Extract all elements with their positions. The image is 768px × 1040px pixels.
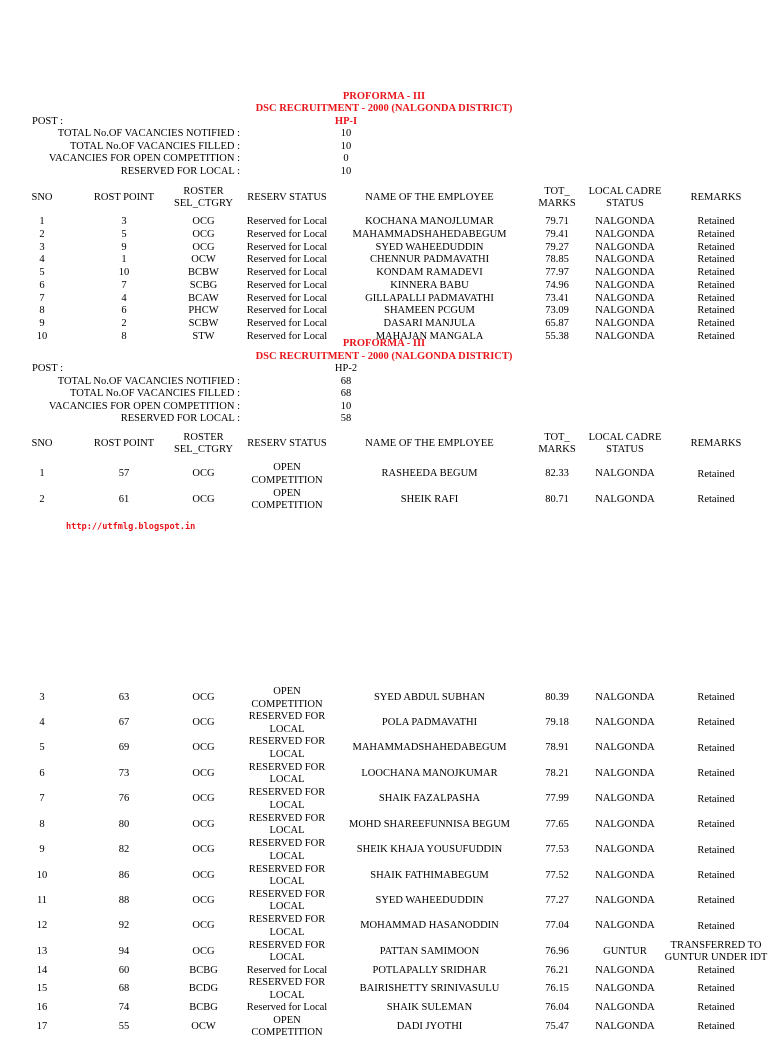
rost-point-cell: 74 — [118, 1002, 130, 1014]
table-header-row — [0, 426, 768, 462]
reserv-status-cell: OPEN COMPETITION — [251, 487, 323, 512]
vacancies-notified-label-2: TOTAL No.OF VACANCIES NOTIFIED : — [57, 376, 240, 387]
reserv-status-cell: RESERVED FOR LOCAL — [248, 787, 326, 811]
proforma-title-2: PROFORMA - III — [342, 338, 426, 349]
remarks-cell: Retained — [697, 292, 735, 304]
header-remarks: REMARKS — [690, 437, 742, 449]
local-cadre-cell: NALGONDA — [595, 869, 655, 881]
roster-category-cell: OCG — [192, 767, 215, 779]
remarks-cell: Retained — [697, 228, 735, 240]
table-row — [0, 787, 768, 813]
table-row — [0, 293, 768, 306]
sno-cell: 13 — [36, 945, 48, 957]
reserv-status-cell: Reserved for Local — [246, 330, 328, 342]
employee-name-cell: RASHEEDA BEGUM — [381, 468, 478, 480]
remarks-cell: Retained — [697, 305, 735, 317]
employee-name-cell: SHEIK RAFI — [400, 493, 459, 505]
table-row — [0, 216, 768, 229]
header-local-cadre: LOCAL CADRE STATUS — [588, 431, 662, 455]
remarks-cell: TRANSFERRED TO GUNTUR UNDER IDT — [664, 939, 768, 963]
total-marks-cell: 80.39 — [545, 692, 569, 704]
reserv-status-cell: OPEN COMPETITION — [251, 686, 323, 710]
employee-name-cell: BAIRISHETTY SRINIVASULU — [359, 983, 500, 995]
rost-point-cell: 3 — [121, 216, 127, 228]
table-row — [0, 736, 768, 762]
rost-point-cell: 69 — [118, 742, 130, 754]
rost-point-cell: 73 — [118, 767, 130, 779]
sno-cell: 6 — [39, 767, 45, 779]
roster-category-cell: STW — [192, 330, 215, 342]
local-cadre-cell: NALGONDA — [595, 267, 655, 279]
table-row — [0, 1002, 768, 1015]
table-row — [0, 977, 768, 1002]
remarks-cell: Retained — [697, 964, 735, 976]
total-marks-cell: 79.18 — [545, 717, 569, 729]
table-row — [0, 914, 768, 940]
sno-cell: 3 — [39, 692, 45, 704]
reserv-status-cell: RESERVED FOR LOCAL — [248, 939, 326, 963]
local-cadre-cell: NALGONDA — [595, 692, 655, 704]
remarks-cell: Retained — [697, 920, 735, 932]
blog-link[interactable]: http://utfmlg.blogspot.in — [66, 522, 196, 532]
local-cadre-cell: NALGONDA — [595, 241, 655, 253]
header-reserv-status: RESERV STATUS — [247, 437, 327, 449]
table-row — [0, 711, 768, 736]
total-marks-cell: 77.53 — [545, 844, 569, 856]
table-row — [0, 889, 768, 915]
rost-point-cell: 63 — [118, 692, 130, 704]
table-row — [0, 462, 768, 488]
open-competition-label-2: VACANCIES FOR OPEN COMPETITION : — [48, 401, 240, 412]
rost-point-cell: 76 — [118, 793, 130, 805]
local-cadre-cell: NALGONDA — [595, 292, 655, 304]
post-label-2: POST : — [32, 363, 64, 374]
sno-cell: 7 — [39, 292, 45, 304]
local-cadre-cell: NALGONDA — [595, 305, 655, 317]
header-roster-category: ROSTER SEL_CTGRY — [174, 431, 233, 455]
rost-point-cell: 92 — [118, 920, 130, 932]
rost-point-cell: 60 — [118, 964, 130, 976]
rost-point-cell: 55 — [118, 1021, 130, 1033]
employee-name-cell: POLA PADMAVATHI — [381, 717, 478, 729]
employee-name-cell: SHAMEEN PCGUM — [384, 305, 475, 317]
total-marks-cell: 77.52 — [545, 869, 569, 881]
remarks-cell: Retained — [697, 241, 735, 253]
reserv-status-cell: RESERVED FOR LOCAL — [248, 888, 326, 913]
rost-point-cell: 80 — [118, 818, 130, 830]
remarks-cell: Retained — [697, 819, 735, 830]
local-cadre-cell: NALGONDA — [595, 318, 655, 330]
local-cadre-cell: NALGONDA — [595, 964, 655, 976]
reserv-status-cell: Reserved for Local — [246, 964, 328, 976]
employee-table-hp2-continued — [0, 686, 768, 1040]
employee-name-cell: MOHD SHAREEFUNNISA BEGUM — [348, 818, 511, 830]
rost-point-cell: 82 — [118, 844, 130, 856]
rost-point-cell: 86 — [118, 869, 130, 881]
table-row — [0, 318, 768, 331]
remarks-cell: Retained — [697, 844, 735, 856]
rost-point-cell: 61 — [118, 493, 130, 505]
remarks-cell: Retained — [697, 1021, 735, 1033]
remarks-cell: Retained — [697, 793, 735, 805]
roster-category-cell: BCDG — [188, 983, 219, 995]
header-roster-category: ROSTER SEL_CTGRY — [174, 185, 233, 209]
sno-cell: 4 — [39, 254, 45, 266]
rost-point-cell: 94 — [118, 945, 130, 957]
employee-name-cell: MAHAMMADSHAHEDABEGUM — [352, 742, 507, 754]
local-cadre-cell: NALGONDA — [595, 742, 655, 754]
reserv-status-cell: RESERVED FOR LOCAL — [248, 711, 326, 735]
local-cadre-cell: NALGONDA — [595, 1021, 655, 1033]
vacancies-filled-label-2: TOTAL No.OF VACANCIES FILLED : — [70, 388, 240, 399]
total-marks-cell: 77.27 — [545, 894, 569, 906]
table-row — [0, 280, 768, 293]
roster-category-cell: OCG — [192, 717, 215, 729]
total-marks-cell: 65.87 — [545, 318, 569, 330]
roster-category-cell: OCW — [191, 254, 216, 266]
rost-point-cell: 68 — [118, 983, 130, 995]
total-marks-cell: 75.47 — [545, 1021, 569, 1033]
table-row — [0, 305, 768, 318]
employee-name-cell: SYED WAHEEDUDDIN — [375, 241, 484, 253]
reserv-status-cell: Reserved for Local — [246, 241, 328, 253]
reserv-status-cell: Reserved for Local — [246, 279, 328, 291]
employee-name-cell: PATTAN SAMIMOON — [379, 945, 480, 957]
local-cadre-cell: NALGONDA — [595, 767, 655, 779]
vacancies-filled-label: TOTAL No.OF VACANCIES FILLED : — [70, 141, 240, 152]
remarks-cell: Retained — [697, 216, 735, 228]
remarks-cell: Retained — [697, 1002, 735, 1014]
header-rost-point: ROST POINT — [93, 191, 155, 203]
sno-cell: 9 — [39, 844, 45, 856]
sno-cell: 16 — [36, 1002, 48, 1014]
roster-category-cell: OCG — [192, 894, 215, 906]
employee-name-cell: LOOCHANA MANOJKUMAR — [361, 767, 498, 779]
employee-name-cell: KINNERA BABU — [390, 279, 469, 291]
sno-cell: 10 — [36, 869, 48, 881]
local-cadre-cell: NALGONDA — [595, 717, 655, 729]
table-row — [0, 1015, 768, 1040]
employee-table-hp1 — [0, 180, 768, 344]
local-cadre-cell: NALGONDA — [595, 330, 655, 342]
total-marks-cell: 78.85 — [545, 254, 569, 266]
reserv-status-cell: Reserved for Local — [246, 292, 328, 304]
rost-point-cell: 4 — [121, 292, 127, 304]
sno-cell: 8 — [39, 305, 45, 317]
remarks-cell: Retained — [697, 869, 735, 881]
sno-cell: 4 — [39, 717, 45, 729]
table-row — [0, 965, 768, 978]
employee-name-cell: SHAIK SULEMAN — [386, 1002, 473, 1014]
sno-cell: 6 — [39, 279, 45, 291]
recruitment-title: DSC RECRUITMENT - 2000 (NALGONDA DISTRICT) — [255, 103, 513, 114]
local-cadre-cell: NALGONDA — [595, 818, 655, 830]
remarks-cell: Retained — [697, 279, 735, 291]
reserved-local-label-2: RESERVED FOR LOCAL : — [120, 413, 240, 424]
sno-cell: 7 — [39, 793, 45, 805]
sno-cell: 12 — [36, 920, 48, 932]
total-marks-cell: 55.38 — [545, 330, 569, 342]
local-cadre-cell: NALGONDA — [595, 254, 655, 266]
reserv-status-cell: Reserved for Local — [246, 254, 328, 266]
remarks-cell: Retained — [697, 895, 735, 906]
employee-name-cell: KONDAM RAMADEVI — [376, 267, 483, 279]
local-cadre-cell: NALGONDA — [595, 1002, 655, 1014]
roster-category-cell: OCG — [192, 869, 215, 881]
table-row — [0, 762, 768, 788]
employee-name-cell: SHAIK FATHIMABEGUM — [370, 869, 489, 881]
remarks-cell: Retained — [697, 692, 735, 704]
roster-category-cell: SCBW — [188, 318, 219, 330]
reserv-status-cell: RESERVED FOR LOCAL — [248, 863, 326, 887]
roster-category-cell: BCBG — [189, 1002, 218, 1014]
sno-cell: 1 — [39, 216, 45, 228]
employee-name-cell: SHAIK FAZALPASHA — [378, 793, 481, 805]
open-competition-label: VACANCIES FOR OPEN COMPETITION : — [48, 153, 240, 164]
sno-cell: 15 — [36, 983, 48, 995]
reserv-status-cell: OPEN COMPETITION — [251, 1014, 323, 1039]
reserv-status-cell: RESERVED FOR LOCAL — [248, 977, 326, 1001]
remarks-cell: Retained — [697, 742, 735, 754]
total-marks-cell: 76.21 — [545, 964, 569, 976]
table-header-row — [0, 180, 768, 216]
total-marks-cell: 76.15 — [545, 983, 569, 995]
roster-category-cell: OCG — [192, 216, 215, 228]
table-row — [0, 813, 768, 839]
roster-category-cell: BCBW — [188, 267, 219, 279]
remarks-cell: Retained — [697, 254, 735, 266]
reserv-status-cell: Reserved for Local — [246, 318, 328, 330]
employee-name-cell: CHENNUR PADMAVATHI — [369, 254, 490, 266]
employee-name-cell: DADI JYOTHI — [396, 1021, 463, 1033]
reserv-status-cell: Reserved for Local — [246, 267, 328, 279]
header-employee-name: NAME OF THE EMPLOYEE — [365, 437, 494, 449]
sno-cell: 11 — [36, 894, 48, 906]
local-cadre-cell: NALGONDA — [595, 493, 655, 505]
local-cadre-cell: NALGONDA — [595, 279, 655, 291]
employee-name-cell: SHEIK KHAJA YOUSUFUDDIN — [356, 844, 503, 856]
reserv-status-cell: Reserved for Local — [246, 228, 328, 240]
rost-point-cell: 8 — [121, 330, 127, 342]
vacancies-notified-label: TOTAL No.OF VACANCIES NOTIFIED : — [57, 128, 240, 139]
rost-point-cell: 7 — [121, 279, 127, 291]
sno-cell: 5 — [39, 267, 45, 279]
table-row — [0, 242, 768, 255]
sno-cell: 10 — [36, 330, 48, 342]
reserv-status-cell: Reserved for Local — [246, 1002, 328, 1014]
sno-cell: 5 — [39, 742, 45, 754]
sno-cell: 17 — [36, 1021, 48, 1033]
recruitment-title-2: DSC RECRUITMENT - 2000 (NALGONDA DISTRICT) — [255, 351, 513, 362]
local-cadre-cell: NALGONDA — [595, 844, 655, 856]
total-marks-cell: 78.21 — [545, 767, 569, 779]
local-cadre-cell: NALGONDA — [595, 468, 655, 480]
roster-category-cell: OCG — [192, 818, 215, 830]
local-cadre-cell: NALGONDA — [595, 793, 655, 805]
roster-category-cell: OCW — [191, 1021, 216, 1033]
local-cadre-cell: NALGONDA — [595, 920, 655, 932]
total-marks-cell: 73.09 — [545, 305, 569, 317]
sno-cell: 3 — [39, 241, 45, 253]
local-cadre-cell: NALGONDA — [595, 983, 655, 995]
sno-cell: 8 — [39, 818, 45, 830]
post-label: POST : — [32, 116, 64, 127]
total-marks-cell: 77.97 — [545, 267, 569, 279]
table-row — [0, 838, 768, 864]
total-marks-cell: 79.71 — [545, 216, 569, 228]
employee-name-cell: KOCHANA MANOJLUMAR — [365, 216, 494, 228]
header-local-cadre: LOCAL CADRE STATUS — [588, 185, 662, 209]
roster-category-cell: PHCW — [188, 305, 219, 317]
header-employee-name: NAME OF THE EMPLOYEE — [365, 191, 494, 203]
reserv-status-cell: Reserved for Local — [246, 216, 328, 228]
header-sno: SNO — [31, 437, 53, 449]
remarks-cell: Retained — [697, 717, 735, 729]
table-row — [0, 940, 768, 965]
roster-category-cell: OCG — [192, 742, 215, 754]
roster-category-cell: OCG — [192, 920, 215, 932]
total-marks-cell: 78.91 — [545, 742, 569, 754]
reserv-status-cell: Reserved for Local — [246, 305, 328, 317]
reserv-status-cell: RESERVED FOR LOCAL — [248, 736, 326, 760]
rost-point-cell: 67 — [118, 717, 130, 729]
roster-category-cell: OCG — [192, 241, 215, 253]
local-cadre-cell: NALGONDA — [595, 228, 655, 240]
rost-point-cell: 88 — [118, 894, 130, 906]
rost-point-cell: 2 — [121, 318, 127, 330]
table-row — [0, 254, 768, 267]
rost-point-cell: 5 — [121, 228, 127, 240]
sno-cell: 14 — [36, 964, 48, 976]
employee-name-cell: GILLAPALLI PADMAVATHI — [365, 292, 494, 304]
reserv-status-cell: RESERVED FOR LOCAL — [248, 914, 326, 938]
table-row — [0, 488, 768, 514]
roster-category-cell: BCAW — [188, 292, 219, 304]
reserv-status-cell: RESERVED FOR LOCAL — [248, 838, 326, 862]
remarks-cell: Retained — [697, 330, 735, 342]
reserv-status-cell: RESERVED FOR LOCAL — [248, 812, 326, 837]
header-total-marks: TOT_ MARKS — [538, 185, 576, 209]
header-sno: SNO — [31, 191, 53, 203]
rost-point-cell: 1 — [121, 254, 127, 266]
total-marks-cell: 73.41 — [545, 292, 569, 304]
employee-name-cell: DASARI MANJULA — [383, 318, 476, 330]
header-reserv-status: RESERV STATUS — [247, 191, 327, 203]
employee-name-cell: MAHAMMADSHAHEDABEGUM — [352, 228, 507, 240]
roster-category-cell: OCG — [192, 228, 215, 240]
header-total-marks: TOT_ MARKS — [538, 431, 576, 455]
roster-category-cell: SCBG — [189, 279, 218, 291]
roster-category-cell: OCG — [192, 844, 215, 856]
roster-category-cell: OCG — [192, 493, 215, 505]
employee-table-hp2 — [0, 426, 768, 513]
employee-name-cell: MAHAJAN MANGALA — [375, 330, 484, 342]
sno-cell: 2 — [39, 493, 45, 505]
rost-point-cell: 6 — [121, 305, 127, 317]
total-marks-cell: 79.27 — [545, 241, 569, 253]
total-marks-cell: 79.41 — [545, 228, 569, 240]
roster-category-cell: BCBG — [189, 964, 218, 976]
local-cadre-cell: GUNTUR — [603, 945, 647, 957]
rost-point-cell: 57 — [118, 468, 130, 480]
roster-category-cell: OCG — [192, 468, 215, 480]
sno-cell: 2 — [39, 228, 45, 240]
rost-point-cell: 9 — [121, 241, 127, 253]
total-marks-cell: 80.71 — [545, 493, 569, 505]
remarks-cell: Retained — [697, 494, 735, 505]
total-marks-cell: 77.65 — [545, 818, 569, 830]
roster-category-cell: OCG — [192, 692, 215, 704]
local-cadre-cell: NALGONDA — [595, 216, 655, 228]
remarks-cell: Retained — [697, 267, 735, 279]
total-marks-cell: 77.99 — [545, 793, 569, 805]
header-remarks: REMARKS — [690, 191, 742, 203]
total-marks-cell: 82.33 — [545, 468, 569, 480]
reserv-status-cell: OPEN COMPETITION — [251, 462, 323, 486]
employee-name-cell: POTLAPALLY SRIDHAR — [372, 964, 487, 976]
remarks-cell: Retained — [697, 468, 735, 480]
local-cadre-cell: NALGONDA — [595, 894, 655, 906]
total-marks-cell: 74.96 — [545, 279, 569, 291]
remarks-cell: Retained — [697, 318, 735, 330]
table-row — [0, 864, 768, 889]
sno-cell: 1 — [39, 468, 45, 480]
remarks-cell: Retained — [697, 983, 735, 995]
employee-name-cell: MOHAMMAD HASANODDIN — [360, 920, 499, 932]
reserved-local-label: RESERVED FOR LOCAL : — [120, 166, 240, 177]
roster-category-cell: OCG — [192, 945, 215, 957]
remarks-cell: Retained — [697, 768, 735, 779]
sno-cell: 9 — [39, 318, 45, 330]
total-marks-cell: 77.04 — [545, 920, 569, 932]
proforma-title: PROFORMA - III — [342, 91, 426, 102]
reserv-status-cell: RESERVED FOR LOCAL — [248, 761, 326, 786]
total-marks-cell: 76.96 — [545, 945, 569, 957]
roster-category-cell: OCG — [192, 793, 215, 805]
employee-name-cell: SYED WAHEEDUDDIN — [375, 894, 484, 906]
employee-name-cell: SYED ABDUL SUBHAN — [373, 692, 486, 704]
table-row — [0, 267, 768, 280]
rost-point-cell: 10 — [118, 267, 130, 279]
total-marks-cell: 76.04 — [545, 1002, 569, 1014]
table-row — [0, 229, 768, 242]
table-row — [0, 686, 768, 711]
header-rost-point: ROST POINT — [93, 437, 155, 449]
